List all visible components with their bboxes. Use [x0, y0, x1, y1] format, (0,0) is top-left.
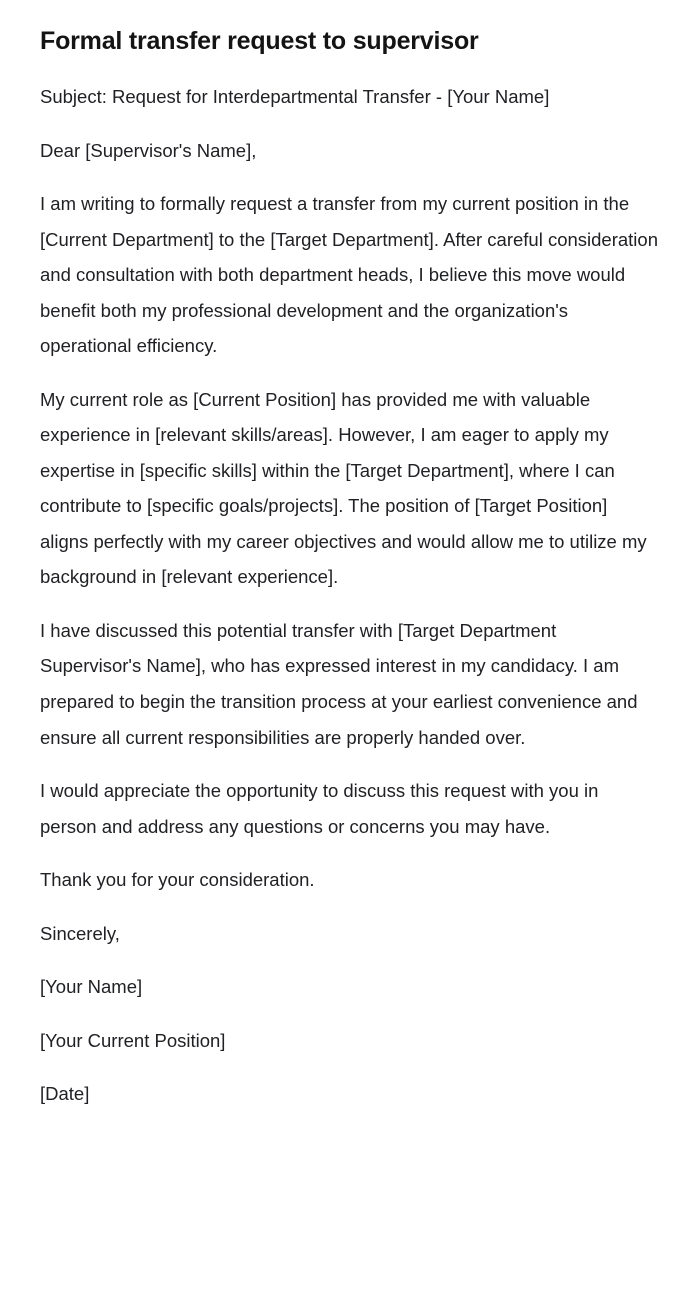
signature-position: [Your Current Position]	[40, 1029, 226, 1051]
paragraph-meeting-request: I would appreciate the opportunity to discuss this request with you in person and address any questions or concerns you may have.	[40, 780, 599, 837]
signature-date: [Date]	[40, 1083, 90, 1105]
paragraph-request: I am writing to formally request a transfer from my current position in the [Current Department] to the [Target Department]. After careful consideration and consultation with both department heads, I believe this move would benefit both my professional development and the organization's operational efficiency.	[40, 193, 658, 357]
paragraph-thanks: Thank you for your consideration.	[40, 869, 315, 891]
paragraph-current-role: My current role as [Current Position] has provided me with valuable experience in [relevant skills/areas]. However, I am eager to apply my expertise in [specific skills] within the [Target Department], where I can contribute to [specific goals/projects]. The position of [Target Position] aligns perfectly with my career objectives and would allow me to utilize my background in [relevant experience].	[40, 388, 647, 588]
page-title: Formal transfer request to supervisor	[40, 27, 479, 55]
paragraph-subject: Subject: Request for Interdepartmental Transfer - [Your Name]	[40, 86, 550, 108]
signature-name: [Your Name]	[40, 976, 143, 998]
paragraph-closing: Sincerely,	[40, 922, 120, 944]
paragraph-salutation: Dear [Supervisor's Name],	[40, 139, 257, 161]
paragraph-discussion: I have discussed this potential transfer with [Target Department Supervisor's Name], who has expressed interest in my candidacy. I am prepared to begin the transition process at your earliest convenience and ensure all current responsibilities are properly handed over.	[40, 619, 638, 748]
